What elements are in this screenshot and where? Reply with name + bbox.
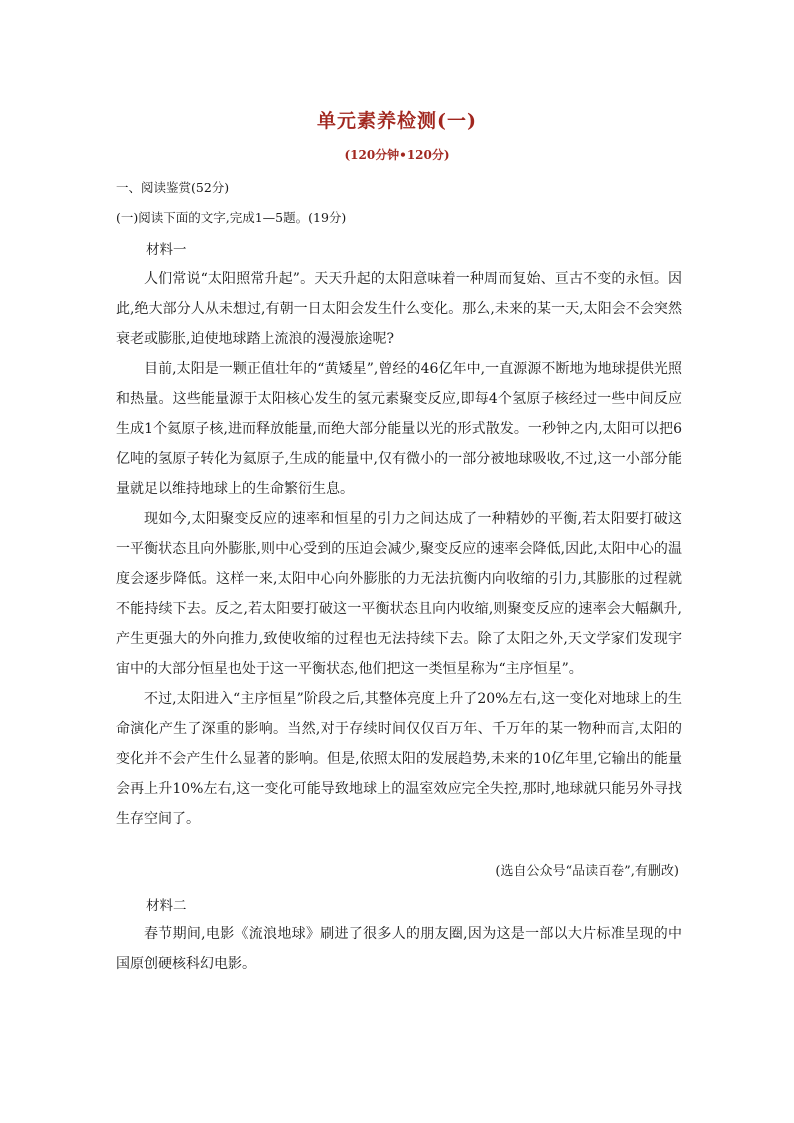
material-two-body	[116, 919, 682, 979]
subsection-heading: (一)阅读下面的文字,完成1—5题。(19分)	[116, 210, 347, 225]
page-subtitle: (120分钟•120分)	[344, 148, 450, 162]
source-citation: (选自公众号“品读百卷”,有删改)	[495, 864, 679, 879]
material-one-body	[116, 264, 682, 834]
page-title: 单元素养检测(一)	[317, 110, 477, 132]
paragraph: 人们常说“太阳照常升起”。天天升起的太阳意味着一种周而复始、亘古不变的永恒。因此,绝大部分人从未想过,有朝一日太阳会发生什么变化。那么,未来的某一天,太阳会不会突然衰老或膨胀,迫使地球踏上流浪的漫漫旅途呢?	[116, 271, 682, 347]
material-two-label: 材料二	[146, 898, 187, 914]
paragraph: 不过,太阳进入“主序恒星”阶段之后,其整体亮度上升了20%左右,这一变化对地球上的生命演化产生了深重的影响。当然,对于存续时间仅仅百万年、千万年的某一物种而言,太阳的变化并不会产生什么显著的影响。但是,依照太阳的发展趋势,未来的10亿年里,它输出的能量会再上升10%左右,这一变化可能导致地球上的温室效应完全失控,那时,地球就只能另外寻找生存空间了。	[116, 691, 682, 827]
section-heading: 一、阅读鉴赏(52分)	[116, 180, 230, 195]
material-one-label: 材料一	[146, 242, 187, 258]
paragraph: 春节期间,电影《流浪地球》刷进了很多人的朋友圈,因为这是一部以大片标准呈现的中国原创硬核科幻电影。	[116, 926, 682, 972]
paragraph: 现如今,太阳聚变反应的速率和恒星的引力之间达成了一种精妙的平衡,若太阳要打破这一平衡状态且向外膨胀,则中心受到的压迫会减少,聚变反应的速率会降低,因此,太阳中心的温度会逐步降低。这样一来,太阳中心向外膨胀的力无法抗衡内向收缩的引力,其膨胀的过程就不能持续下去。反之,若太阳要打破这一平衡状态且向内收缩,则聚变反应的速率会大幅飙升,产生更强大的外向推力,致使收缩的过程也无法持续下去。除了太阳之外,天文学家们发现宇宙中的大部分恒星也处于这一平衡状态,他们把这一类恒星称为“主序恒星”。	[116, 511, 682, 677]
paragraph: 目前,太阳是一颗正值壮年的“黄矮星”,曾经的46亿年中,一直源源不断地为地球提供光照和热量。这些能量源于太阳核心发生的氢元素聚变反应,即每4个氢原子核经过一些中间反应生成1个氦原子核,进而释放能量,而绝大部分能量以光的形式散发。一秒钟之内,太阳可以把6亿吨的氢原子转化为氦原子,生成的能量中,仅有微小的一部分被地球吸收,不过,这一小部分能量就足以维持地球上的生命繁衍生息。	[116, 361, 682, 497]
